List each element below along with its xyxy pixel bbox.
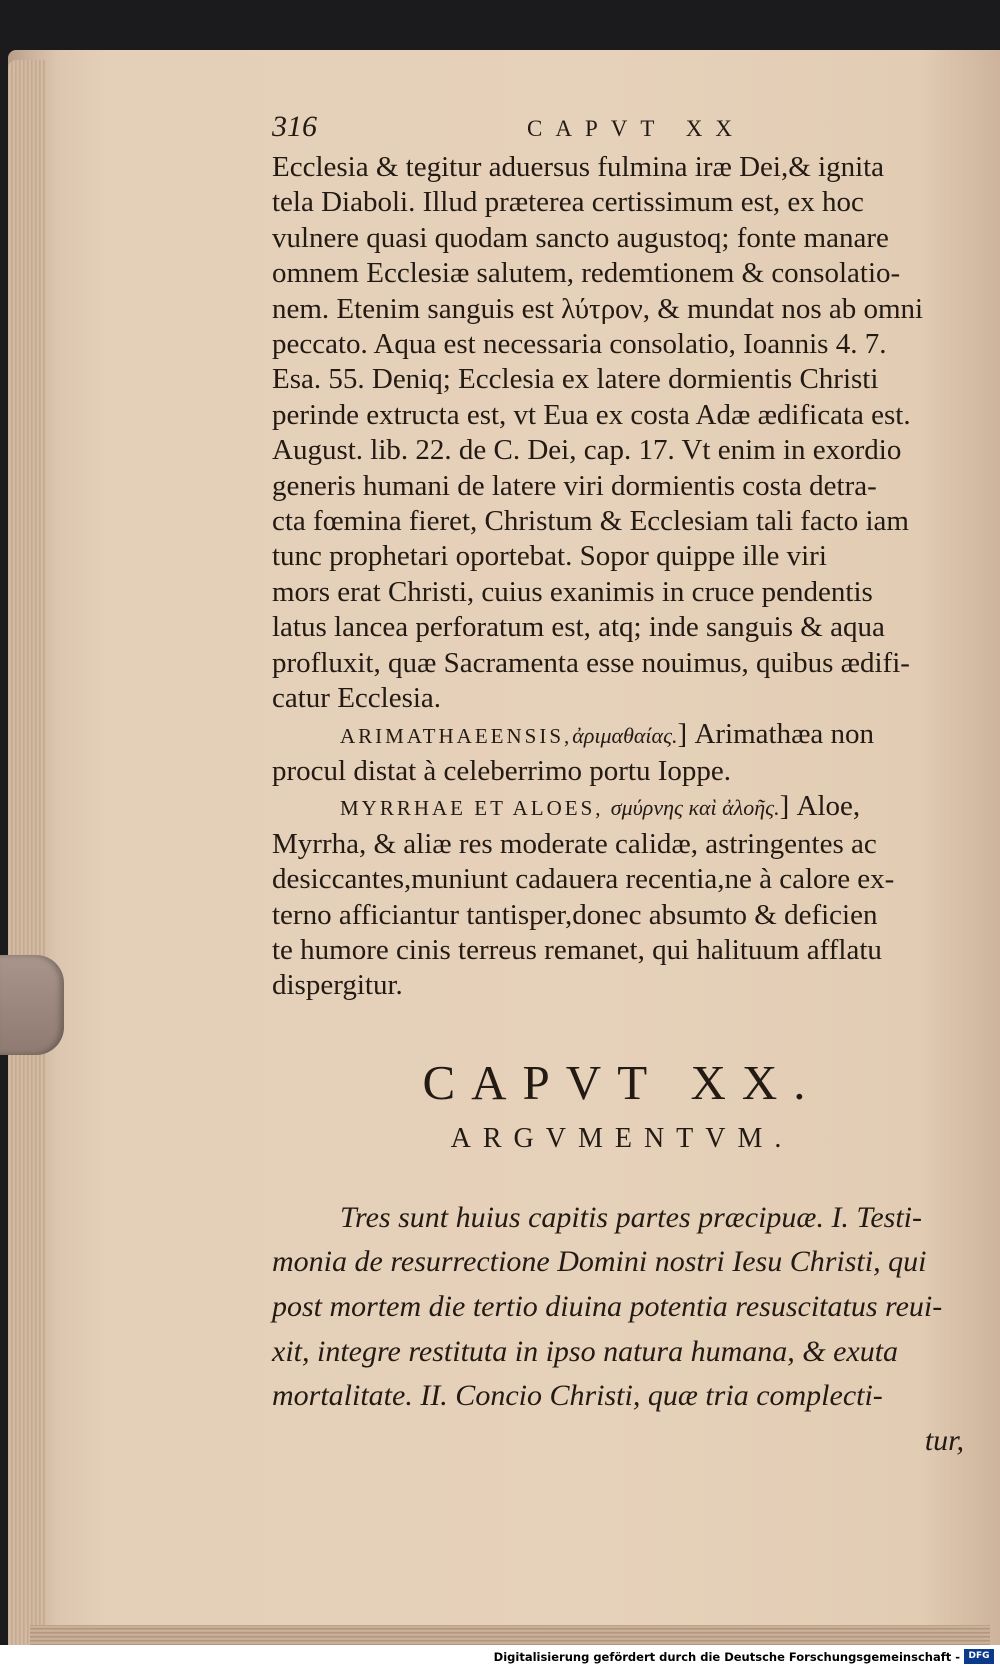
text-line: profluxit, quæ Sacramenta esse nouimus, quibus ædifi- (272, 646, 910, 679)
note-greek: σμύρνης καὶ ἀλοῆς. (610, 795, 780, 821)
note-line: terno afficiantur tantisper,donec absumto & deficien (272, 898, 878, 931)
text-line: August. lib. 22. de C. Dei, cap. 17. Vt enim in exordio (272, 434, 902, 467)
chapter-subtitle: ARGVMENTVM. (450, 1122, 794, 1154)
body-text (272, 150, 972, 717)
text-line: latus lancea perforatum est, atq; inde sanguis & aqua (272, 611, 885, 644)
text-line: tunc prophetari oportebat. Sopor quippe ille viri (272, 540, 827, 573)
text-line: tela Diaboli. Illud præterea certissimum est, ex hoc (272, 186, 864, 219)
page-header (272, 110, 972, 150)
text-line: generis humani de latere viri dormientis costa detra- (272, 469, 877, 502)
text-line: mors erat Christi, cuius exanimis in cruce pendentis (272, 575, 873, 608)
catchword: tur, (924, 1423, 964, 1457)
note-line (272, 717, 972, 754)
note-line: Myrrha, & aliæ res moderate calidæ, astringentes ac (272, 827, 877, 860)
page-text (272, 110, 972, 1463)
text-line: cta fœmina fieret, Christum & Ecclesiam tali facto iam (272, 505, 909, 538)
funding-credit: Digitalisierung gefördert durch die Deutsche Forschungsgemeinschaft - (493, 1650, 960, 1664)
argument-line: post mortem die tertio diuina potentia resuscitatus reui- (272, 1289, 943, 1323)
note-myrrhae (272, 789, 972, 1003)
text-line: catur Ecclesia. (272, 682, 442, 715)
book-clasp-tab (0, 955, 64, 1055)
note-lemma: MYRRHAE ET ALOES, (340, 796, 604, 821)
note-text: ] Aloe, (779, 790, 861, 823)
text-line: omnem Ecclesiæ salutem, redemtionem & consolatio- (272, 257, 901, 290)
argument-line: monia de resurrectione Domini nostri Iesu Christi, qui (272, 1245, 927, 1279)
note-arimathaea (272, 717, 972, 790)
text-line: vulnere quasi quodam sancto augustoq; fonte manare (272, 221, 889, 254)
text-line: nem. Etenim sanguis est λύτρον, & mundat nos ab omni (272, 292, 924, 325)
argument-line: xit, integre restituta in ipso natura humana, & exuta (272, 1334, 899, 1368)
text-line: Esa. 55. Deniq; Ecclesia ex latere dormientis Christi (272, 363, 879, 396)
note-lemma: ARIMATHAEENSIS, (340, 723, 573, 748)
note-line: dispergitur. (272, 969, 403, 1002)
note-text: ] Arimathæa non (677, 717, 875, 750)
note-greek: ἀριμαθαίας. (572, 722, 678, 748)
argument-line: Tres sunt huius capitis partes præcipuæ. I. Testi- (340, 1200, 923, 1234)
chapter-title: CAPVT XX. (422, 1054, 822, 1110)
note-line: desiccantes,muniunt cadauera recentia,ne à calore ex- (272, 863, 895, 896)
note-line: procul distat à celeberrimo portu Ioppe. (272, 754, 732, 787)
text-line: peccato. Aqua est necessaria consolatio, Ioannis 4. 7. (272, 328, 887, 361)
argument (272, 1196, 972, 1464)
dfg-logo-icon: DFG (964, 1649, 994, 1664)
page-bottom-edges (30, 1625, 990, 1645)
note-line: te humore cinis terreus remanet, qui halituum afflatu (272, 933, 882, 966)
page-number: 316 (272, 110, 317, 143)
argument-line: mortalitate. II. Concio Christi, quæ tria complecti- (272, 1379, 883, 1413)
page-edges (8, 60, 46, 1645)
running-head: CAPVT XX (527, 116, 745, 141)
text-line: Ecclesia & tegitur aduersus fulmina iræ Dei,& ignita (272, 151, 885, 183)
note-line (272, 789, 972, 826)
text-line: perinde extructa est, vt Eua ex costa Adæ ædificata est. (272, 398, 911, 431)
footer-bar (0, 1645, 1000, 1670)
